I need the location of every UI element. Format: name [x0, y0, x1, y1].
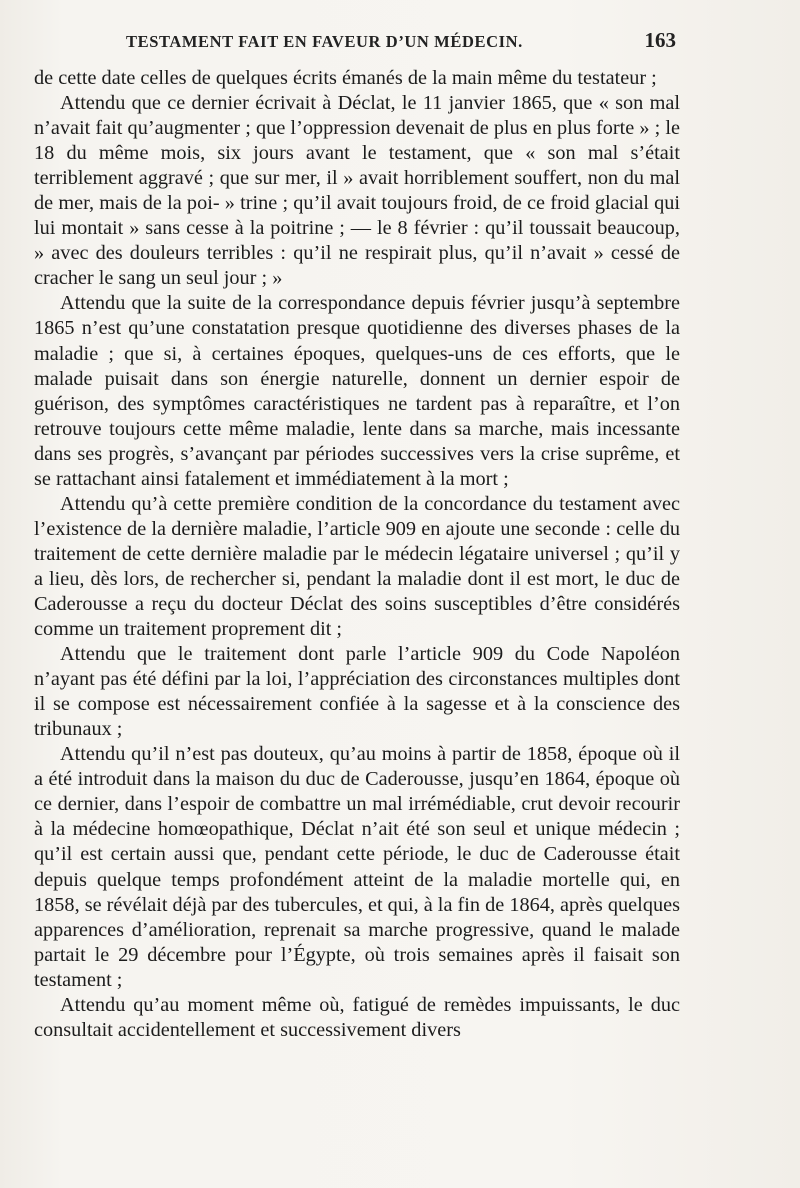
paragraph: Attendu qu’au moment même où, fatigué de remèdes impuissants, le duc consultait accidentellement et successivement divers	[34, 993, 680, 1041]
paragraph: Attendu qu’à cette première condition de la concordance du testament avec l’existence de la dernière maladie, l’article 909 en ajoute une seconde : celle du traitement de cette dernière maladie par le médecin légataire universel ; qu’il y a lieu, dès lors, de rechercher si, pendant la maladie dont il est mort, le duc de Caderousse a reçu du docteur Déclat des soins susceptibles d’être considérés comme un traitement proprement dit ;	[34, 492, 680, 641]
paragraph: Attendu que le traitement dont parle l’article 909 du Code Napoléon n’ayant pas été défini par la loi, l’appréciation des circonstances multiples dont il se compose est nécessairement confiée à la sagesse et à la conscience des tribunaux ;	[34, 643, 680, 741]
paragraph: Attendu qu’il n’est pas douteux, qu’au moins à partir de 1858, époque où il a été introduit dans la maison du duc de Caderousse, jusqu’en 1864, époque où ce dernier, dans l’espoir de combattre un mal irrémédiable, crut devoir recourir à la médecine homœopathique, Déclat n’ait été son seul et unique médecin ; qu’il est certain aussi que, pendant cette période, le duc de Caderousse était depuis quelque temps profondément atteint de la maladie mortelle qui, en 1858, se révélait déjà par des tubercules, et qui, à la fin de 1864, après quelques apparences d’amélioration, reprenait sa marche progressive, quand le malade partait le 29 décembre pour l’Égypte, où trois semaines après il faisait son testament ;	[34, 743, 680, 991]
body-text	[34, 66, 680, 1043]
running-title: TESTAMENT FAIT EN FAVEUR D’UN MÉDECIN.	[126, 32, 523, 51]
paragraph: Attendu que la suite de la correspondance depuis février jusqu’à septembre 1865 n’est qu’une constatation presque quotidienne des diverses phases de la maladie ; que si, à certaines époques, quelques-uns de ces efforts, que le malade puisait dans son énergie naturelle, donnent un dernier espoir de guérison, des symptômes caractéristiques ne tardent pas à reparaître, et l’on retrouve toujours cette même maladie, lente dans sa marche, mais incessante dans ses progrès, s’avançant par périodes successives vers la crise suprême, et se rattachant ainsi fatalement et immédiatement à la mort ;	[34, 292, 680, 490]
page-number: 163	[644, 28, 676, 52]
paragraph: Attendu que ce dernier écrivait à Déclat, le 11 janvier 1865, que « son mal n’avait fait qu’augmenter ; que l’oppression devenait de plus en plus forte » ; le 18 du même mois, six jours avant le testament, que « son mal s’était terriblement aggravé ; que sur mer, il » avait horriblement souffert, non du mal de mer, mais de la poi- » trine ; qu’il avait toujours froid, de ce froid glacial qui lui montait » sans cesse à la poitrine ; — le 8 février : qu’il toussait beaucoup, » avec des douleurs terribles : qu’il ne respirait plus, qu’il n’avait » cessé de cracher le sang un seul jour ; »	[34, 92, 680, 290]
paragraph-continuation: de cette date celles de quelques écrits émanés de la main même du testateur ;	[34, 67, 657, 89]
page-header	[40, 28, 680, 58]
